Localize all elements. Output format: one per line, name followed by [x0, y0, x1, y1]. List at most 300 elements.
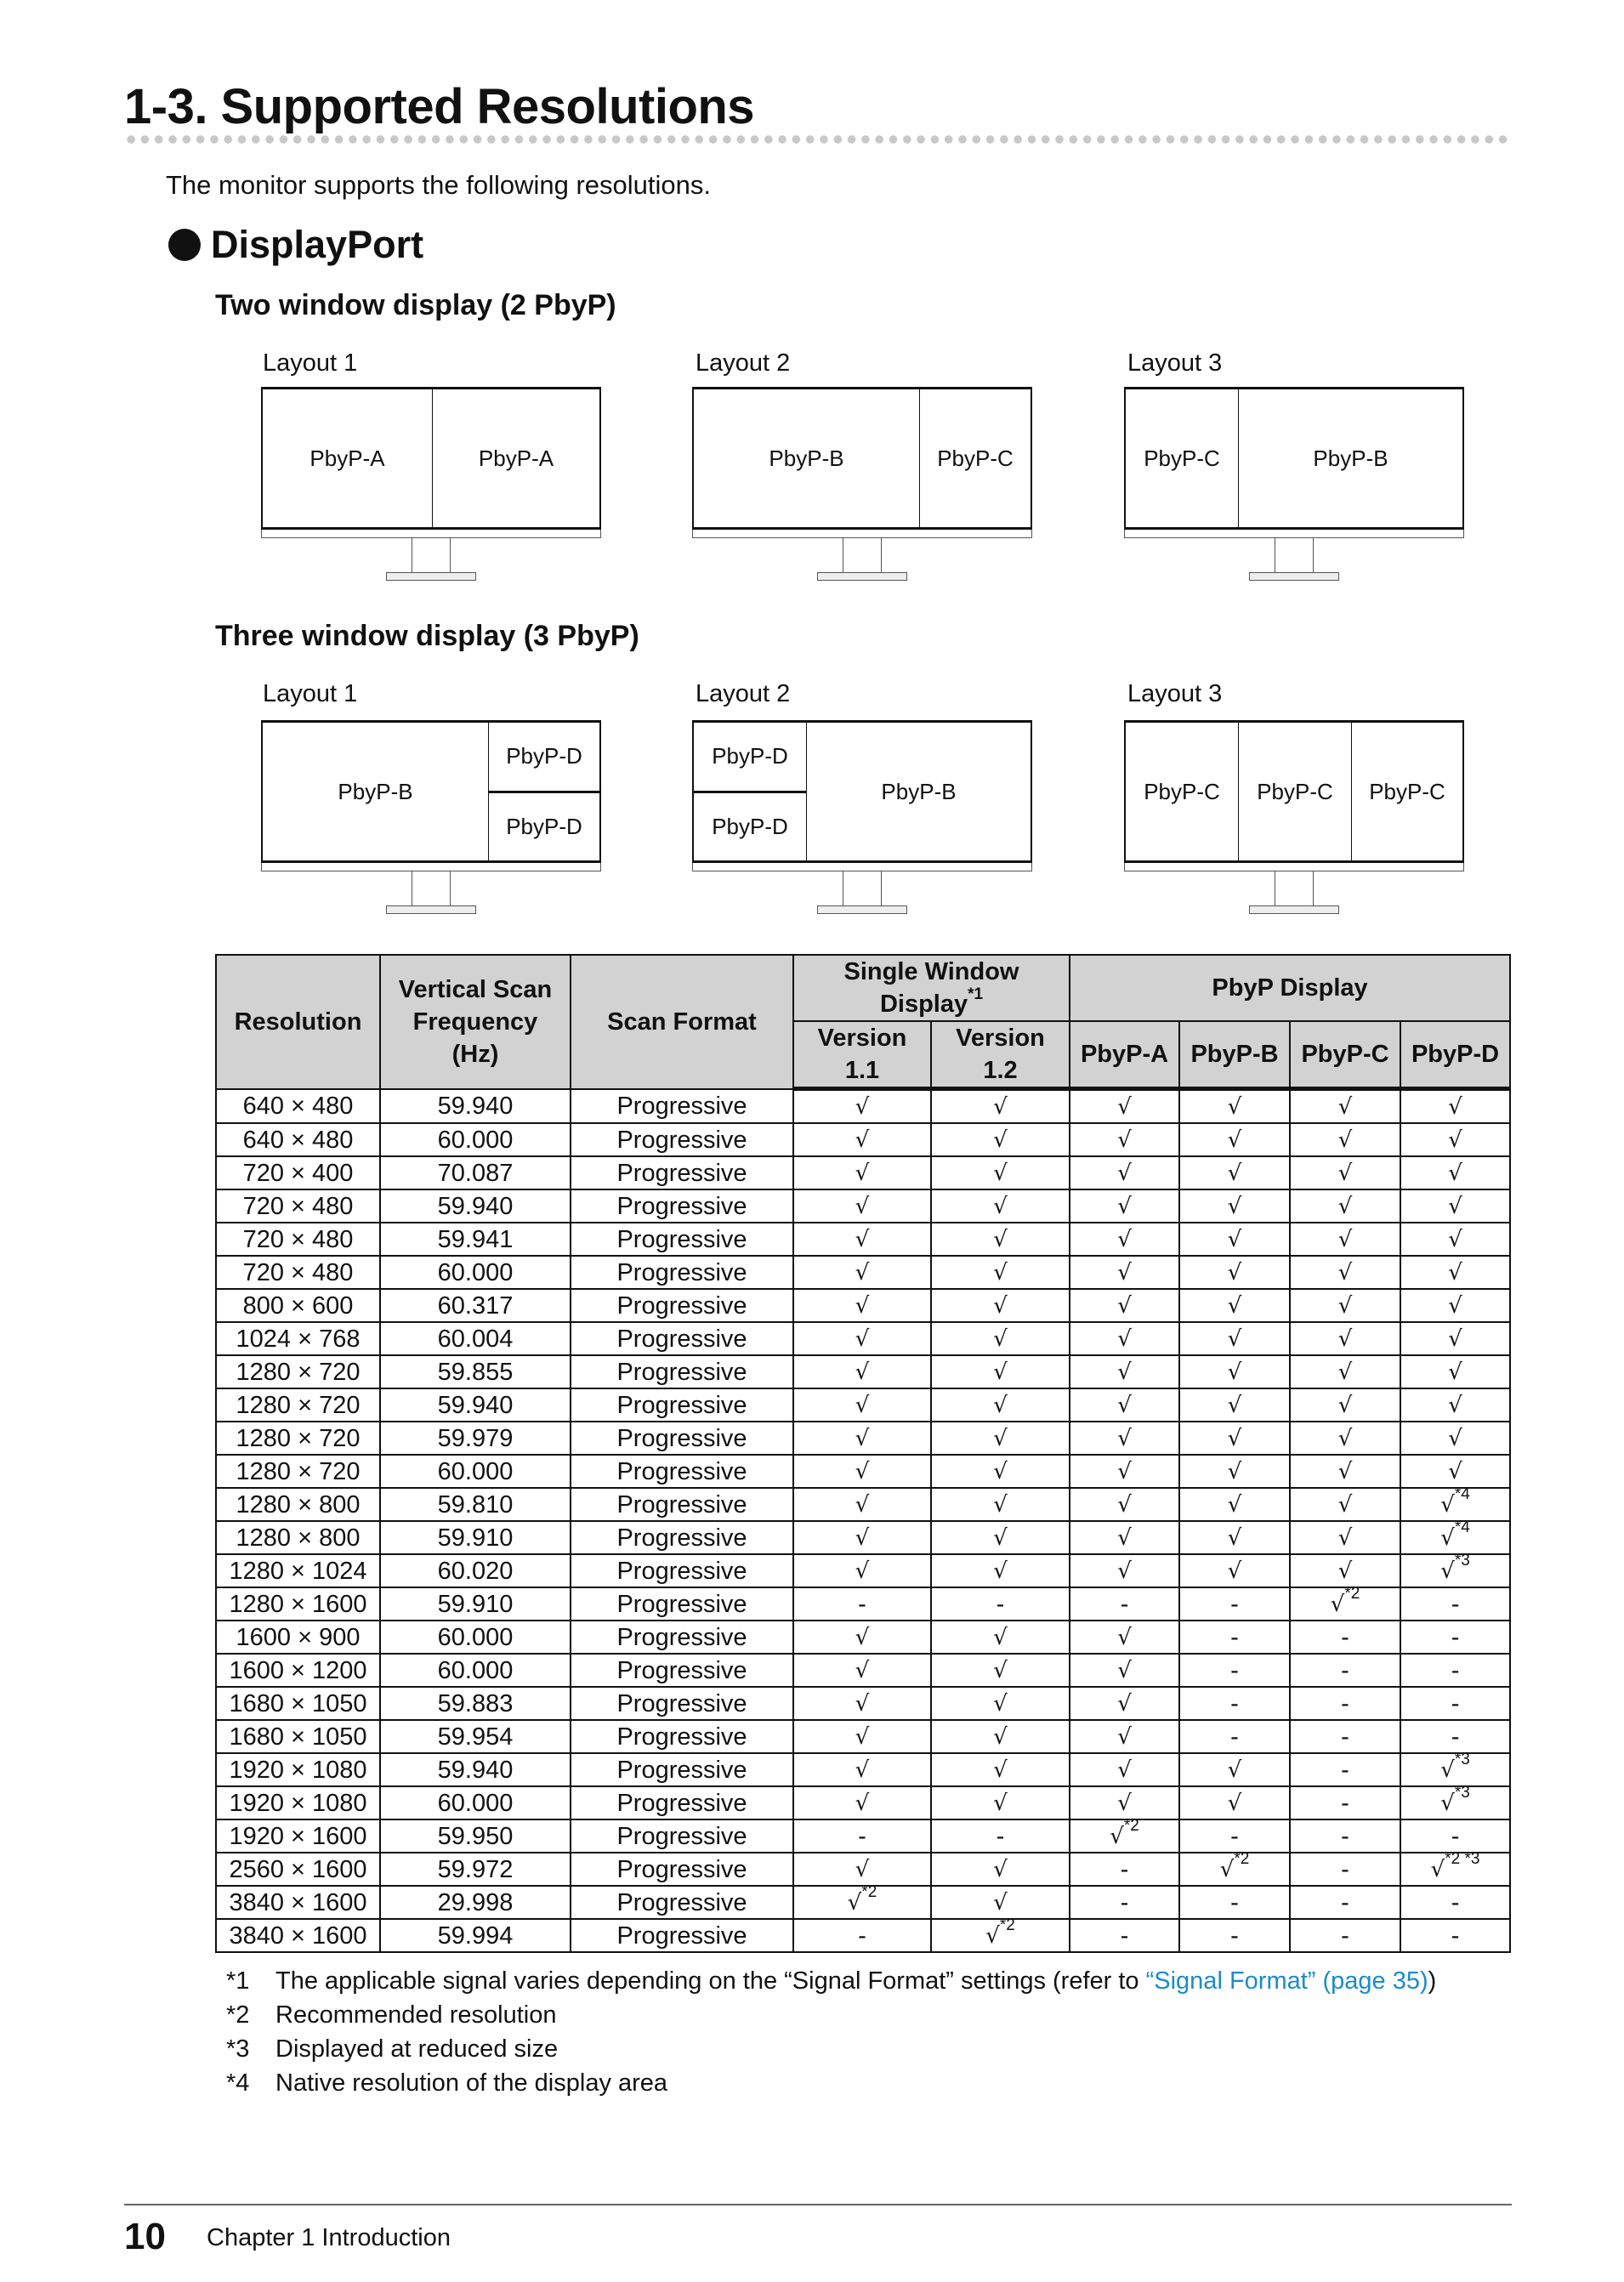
check-icon: √	[1448, 1426, 1462, 1451]
intro-text: The monitor supports the following resolutions.	[166, 170, 711, 200]
table-cell	[1290, 1256, 1400, 1289]
two-window-layout1-label: Layout 1	[263, 349, 358, 377]
section-heading	[168, 223, 423, 267]
check-icon: √	[1227, 1791, 1242, 1816]
check-icon: √	[1117, 1326, 1132, 1352]
two-window-layout3-diagram	[1124, 387, 1464, 581]
check-icon: √	[1117, 1094, 1132, 1120]
check-icon: √	[1227, 1426, 1242, 1451]
table-cell	[793, 1654, 931, 1687]
check-icon: √	[1227, 1326, 1242, 1352]
table-cell	[1070, 1488, 1179, 1521]
check-icon: √	[1227, 1260, 1242, 1286]
col-header-pbyp-a: PbyP-A	[1070, 1021, 1179, 1089]
check-icon: √	[993, 1492, 1008, 1518]
table-row	[216, 1189, 1510, 1223]
table-cell	[793, 1753, 931, 1786]
check-icon: √	[993, 1525, 1008, 1551]
table-cell: Progressive	[571, 1388, 793, 1422]
check-icon: √	[1227, 1360, 1242, 1385]
table-cell	[931, 1256, 1070, 1289]
table-cell: -	[1290, 1819, 1400, 1853]
check-icon: √	[1110, 1824, 1124, 1849]
footnote-3: *3 Displayed at reduced size	[226, 2035, 559, 2063]
check-icon: √	[1440, 1791, 1455, 1816]
table-cell: 1920 × 1080	[216, 1786, 380, 1819]
pane: PbyP-B	[263, 723, 489, 860]
table-cell: -	[1290, 1786, 1400, 1819]
table-cell: 3840 × 1600	[216, 1886, 380, 1919]
table-cell	[931, 1355, 1070, 1388]
check-icon: √	[1227, 1194, 1242, 1219]
table-cell	[1290, 1189, 1400, 1223]
check-icon: √	[993, 1293, 1008, 1319]
pane: PbyP-C	[1369, 778, 1445, 804]
check-icon: √	[993, 1426, 1008, 1451]
table-cell: Progressive	[571, 1621, 793, 1654]
table-cell	[1070, 1223, 1179, 1256]
table-cell: 1920 × 1600	[216, 1819, 380, 1853]
table-cell: 1920 × 1080	[216, 1753, 380, 1786]
table-cell: √$^{*2}$	[1179, 1853, 1290, 1886]
section-title: DisplayPort	[211, 223, 424, 266]
table-cell	[1070, 1322, 1179, 1355]
table-cell: Progressive	[571, 1687, 793, 1720]
table-cell	[931, 1720, 1070, 1753]
table-cell: -	[1179, 1587, 1290, 1621]
table-cell	[1400, 1189, 1510, 1223]
table-cell	[1070, 1156, 1179, 1189]
table-cell: 60.317	[380, 1289, 571, 1322]
table-row	[216, 1355, 1510, 1388]
table-cell: √$^{*4}$	[1400, 1521, 1510, 1554]
table-cell	[931, 1886, 1070, 1919]
table-cell: 1600 × 1200	[216, 1654, 380, 1687]
table-cell: 640 × 480	[216, 1123, 380, 1156]
table-cell	[1290, 1388, 1400, 1422]
table-row	[216, 1654, 1510, 1687]
table-cell: 1280 × 720	[216, 1355, 380, 1388]
footnotes	[226, 1964, 1436, 2100]
table-cell: 800 × 600	[216, 1289, 380, 1322]
table-cell	[793, 1123, 931, 1156]
table-row	[216, 1123, 1510, 1156]
table-cell	[1290, 1488, 1400, 1521]
check-icon: √	[985, 1923, 1000, 1949]
table-cell: 59.940	[380, 1753, 571, 1786]
table-cell	[1179, 1189, 1290, 1223]
page-number: 10	[124, 2216, 166, 2257]
table-cell	[1070, 1422, 1179, 1455]
check-icon: √	[993, 1558, 1008, 1584]
table-cell: Progressive	[571, 1322, 793, 1355]
check-icon: √	[1448, 1127, 1462, 1153]
check-icon: √	[993, 1890, 1008, 1916]
table-cell	[1179, 1786, 1290, 1819]
table-cell: -	[1400, 1654, 1510, 1687]
check-icon: √	[1440, 1525, 1455, 1551]
table-cell: -	[1400, 1587, 1510, 1621]
table-cell	[1400, 1355, 1510, 1388]
table-cell	[1179, 1156, 1290, 1189]
check-icon: √	[855, 1791, 870, 1816]
table-cell	[793, 1355, 931, 1388]
table-cell: -	[1290, 1654, 1400, 1687]
table-cell	[793, 1621, 931, 1654]
table-cell	[793, 1554, 931, 1587]
check-icon: √	[1337, 1293, 1353, 1319]
check-icon: √	[993, 1127, 1008, 1153]
check-icon: √	[1227, 1757, 1242, 1783]
check-icon: √	[1337, 1426, 1353, 1451]
table-cell: -	[931, 1819, 1070, 1853]
table-cell: √$^{*4}$	[1400, 1488, 1510, 1521]
pane: PbyP-B	[1313, 445, 1388, 471]
check-icon: √	[1337, 1558, 1353, 1584]
table-cell	[931, 1388, 1070, 1422]
table-cell: Progressive	[571, 1488, 793, 1521]
three-window-layout3-label: Layout 3	[1127, 680, 1223, 707]
check-icon: √	[1337, 1393, 1353, 1418]
check-icon: √	[1117, 1426, 1132, 1451]
table-cell	[1179, 1455, 1290, 1488]
table-row	[216, 1223, 1510, 1256]
check-icon: √	[1117, 1525, 1132, 1551]
table-cell: -	[1400, 1919, 1510, 1952]
table-cell: -	[1290, 1753, 1400, 1786]
two-window-layout3-label: Layout 3	[1127, 349, 1223, 377]
check-icon: √	[1440, 1757, 1455, 1783]
table-cell: Progressive	[571, 1189, 793, 1223]
col-header-version-1-1: Version 1.1	[793, 1021, 931, 1089]
table-cell: 59.979	[380, 1422, 571, 1455]
check-icon: √	[1117, 1691, 1132, 1717]
check-icon: √	[1448, 1459, 1462, 1484]
check-icon: √	[1448, 1360, 1462, 1385]
table-row	[216, 1687, 1510, 1720]
table-cell: Progressive	[571, 1720, 793, 1753]
three-window-layout2-label: Layout 2	[696, 680, 791, 707]
check-icon: √	[855, 1459, 870, 1484]
table-cell: 59.940	[380, 1388, 571, 1422]
table-cell: -	[1290, 1687, 1400, 1720]
table-cell	[1290, 1156, 1400, 1189]
table-cell	[793, 1488, 931, 1521]
check-icon: √	[993, 1194, 1008, 1219]
table-cell: -	[1400, 1720, 1510, 1753]
table-cell: 1600 × 900	[216, 1621, 380, 1654]
col-header-version-1-2: Version 1.2	[931, 1021, 1070, 1089]
check-icon: √	[855, 1161, 870, 1186]
check-icon: √	[993, 1360, 1008, 1385]
check-icon: √	[1117, 1227, 1132, 1252]
table-cell	[1070, 1786, 1179, 1819]
table-cell: √$^{*2}$	[793, 1886, 931, 1919]
table-cell: Progressive	[571, 1654, 793, 1687]
table-cell	[1179, 1289, 1290, 1322]
check-icon: √	[1117, 1558, 1132, 1584]
check-icon: √	[1227, 1161, 1242, 1186]
table-row	[216, 1156, 1510, 1189]
table-cell	[1400, 1455, 1510, 1488]
table-cell: 59.950	[380, 1819, 571, 1853]
table-cell	[1290, 1521, 1400, 1554]
table-cell	[931, 1786, 1070, 1819]
table-cell	[1179, 1123, 1290, 1156]
check-icon: √	[1117, 1393, 1132, 1418]
check-icon: √	[1117, 1161, 1132, 1186]
check-icon: √	[855, 1658, 870, 1683]
table-cell	[1070, 1687, 1179, 1720]
table-cell: -	[1400, 1621, 1510, 1654]
check-icon: √	[1337, 1161, 1353, 1186]
check-icon: √	[855, 1194, 870, 1219]
table-cell	[1070, 1355, 1179, 1388]
table-cell: -	[1179, 1654, 1290, 1687]
table-cell	[1070, 1123, 1179, 1156]
check-icon: √	[1337, 1127, 1353, 1153]
table-cell	[1400, 1256, 1510, 1289]
table-cell: 720 × 480	[216, 1223, 380, 1256]
table-cell: 720 × 400	[216, 1156, 380, 1189]
check-icon: √	[855, 1393, 870, 1418]
signal-format-link[interactable]: “Signal Format” (page 35)	[1145, 1967, 1428, 1995]
table-cell	[793, 1853, 931, 1886]
table-cell: √$^{*3}$	[1400, 1753, 1510, 1786]
table-cell: 59.972	[380, 1853, 571, 1886]
table-cell	[1290, 1554, 1400, 1587]
table-row	[216, 1919, 1510, 1952]
pane: PbyP-D	[694, 723, 806, 793]
table-cell: 1680 × 1050	[216, 1687, 380, 1720]
table-cell: 29.998	[380, 1886, 571, 1919]
check-icon: √	[993, 1094, 1008, 1120]
table-cell: √$^{*2}$	[1290, 1587, 1400, 1621]
resolution-table	[215, 954, 1511, 1953]
check-icon: √	[1227, 1525, 1242, 1551]
check-icon: √	[1227, 1293, 1242, 1319]
check-icon: √	[1117, 1791, 1132, 1816]
three-window-layout1-label: Layout 1	[263, 680, 358, 707]
table-cell: Progressive	[571, 1819, 793, 1853]
col-header-vscan: Vertical Scan Frequency (Hz)	[380, 955, 571, 1089]
check-icon: √	[1117, 1459, 1132, 1484]
table-cell: -	[1070, 1853, 1179, 1886]
table-cell	[1290, 1355, 1400, 1388]
table-cell: Progressive	[571, 1223, 793, 1256]
check-icon: √	[1337, 1227, 1353, 1252]
table-row	[216, 1455, 1510, 1488]
table-cell	[793, 1388, 931, 1422]
check-icon: √	[993, 1459, 1008, 1484]
table-cell: 59.941	[380, 1223, 571, 1256]
table-row	[216, 1089, 1510, 1124]
table-cell: 59.994	[380, 1919, 571, 1952]
two-window-layout2-diagram	[692, 387, 1032, 581]
check-icon: √	[1337, 1360, 1353, 1385]
two-window-layout2-label: Layout 2	[696, 349, 791, 377]
check-icon: √	[855, 1260, 870, 1286]
table-row	[216, 1388, 1510, 1422]
table-cell: -	[1179, 1687, 1290, 1720]
pane: PbyP-C	[1239, 723, 1352, 860]
table-cell: √$^{*2 *3}$	[1400, 1853, 1510, 1886]
check-icon: √	[1219, 1857, 1235, 1882]
table-cell: 1280 × 800	[216, 1488, 380, 1521]
three-window-layout3-diagram	[1124, 720, 1464, 914]
table-cell	[1070, 1720, 1179, 1753]
table-cell	[1070, 1289, 1179, 1322]
pane: PbyP-B	[881, 778, 957, 804]
check-icon: √	[993, 1757, 1008, 1783]
check-icon: √	[1337, 1094, 1353, 1120]
table-row	[216, 1886, 1510, 1919]
table-cell: Progressive	[571, 1289, 793, 1322]
table-cell: 59.910	[380, 1521, 571, 1554]
table-cell	[931, 1123, 1070, 1156]
check-icon: √	[1440, 1558, 1455, 1584]
check-icon: √	[855, 1724, 870, 1750]
check-icon: √	[855, 1127, 870, 1153]
table-cell	[1400, 1422, 1510, 1455]
table-cell: -	[1179, 1621, 1290, 1654]
check-icon: √	[1330, 1592, 1345, 1617]
table-cell: -	[1070, 1587, 1179, 1621]
table-cell	[1179, 1388, 1290, 1422]
check-icon: √	[1117, 1293, 1132, 1319]
table-cell	[1290, 1223, 1400, 1256]
table-cell: -	[1290, 1720, 1400, 1753]
table-cell: Progressive	[571, 1919, 793, 1952]
table-cell: 1280 × 720	[216, 1422, 380, 1455]
check-icon: √	[1117, 1492, 1132, 1518]
table-cell	[1400, 1123, 1510, 1156]
table-row	[216, 1786, 1510, 1819]
check-icon: √	[855, 1426, 870, 1451]
table-cell: -	[1290, 1919, 1400, 1952]
table-cell	[1179, 1488, 1290, 1521]
table-cell: Progressive	[571, 1156, 793, 1189]
check-icon: √	[1430, 1857, 1445, 1882]
two-window-heading: Two window display (2 PbyP)	[215, 289, 616, 321]
check-icon: √	[993, 1691, 1008, 1717]
check-icon: √	[1448, 1194, 1462, 1219]
check-icon: √	[855, 1625, 870, 1650]
table-cell	[1179, 1322, 1290, 1355]
check-icon: √	[993, 1393, 1008, 1418]
check-icon: √	[993, 1625, 1008, 1650]
table-cell: 59.910	[380, 1587, 571, 1621]
table-cell: 59.810	[380, 1488, 571, 1521]
table-cell: 59.954	[380, 1720, 571, 1753]
table-cell: 1280 × 1024	[216, 1554, 380, 1587]
table-cell	[793, 1256, 931, 1289]
table-cell	[1070, 1089, 1179, 1124]
pane: PbyP-D	[506, 813, 582, 839]
table-cell: Progressive	[571, 1256, 793, 1289]
table-cell	[931, 1089, 1070, 1124]
table-row	[216, 1587, 1510, 1621]
table-cell	[1070, 1455, 1179, 1488]
check-icon: √	[993, 1791, 1008, 1816]
check-icon: √	[855, 1360, 870, 1385]
table-cell: Progressive	[571, 1853, 793, 1886]
table-cell	[1400, 1223, 1510, 1256]
table-cell: -	[931, 1587, 1070, 1621]
col-header-pbyp-b: PbyP-B	[1179, 1021, 1290, 1089]
check-icon: √	[993, 1724, 1008, 1750]
table-cell	[931, 1322, 1070, 1355]
table-row	[216, 1720, 1510, 1753]
check-icon: √	[1448, 1161, 1462, 1186]
table-row	[216, 1256, 1510, 1289]
check-icon: √	[1227, 1227, 1242, 1252]
table-cell: -	[793, 1819, 931, 1853]
three-window-layout2-diagram	[692, 720, 1032, 914]
table-cell	[1179, 1554, 1290, 1587]
check-icon: √	[1448, 1393, 1462, 1418]
table-cell: Progressive	[571, 1089, 793, 1124]
col-header-pbyp-c: PbyP-C	[1290, 1021, 1400, 1089]
check-icon: √	[1227, 1459, 1242, 1484]
table-cell	[1070, 1621, 1179, 1654]
resolution-table-body	[216, 1089, 1510, 1953]
table-row	[216, 1322, 1510, 1355]
table-cell	[1179, 1355, 1290, 1388]
table-cell	[1070, 1753, 1179, 1786]
two-window-layout1-diagram	[261, 387, 601, 581]
table-cell: 1024 × 768	[216, 1322, 380, 1355]
check-icon: √	[1337, 1326, 1353, 1352]
table-cell: 60.000	[380, 1621, 571, 1654]
table-cell: 59.855	[380, 1355, 571, 1388]
pane: PbyP-C	[937, 445, 1014, 471]
table-cell	[793, 1720, 931, 1753]
table-cell: √$^{*3}$	[1400, 1554, 1510, 1587]
col-header-single-window: Single Window Display$^{*1}$	[793, 955, 1070, 1021]
table-cell: -	[793, 1587, 931, 1621]
check-icon: √	[855, 1757, 870, 1783]
table-cell	[931, 1621, 1070, 1654]
col-header-scan-format: Scan Format	[571, 955, 793, 1089]
col-header-pbyp-display: PbyP Display	[1070, 955, 1510, 1021]
table-cell: 3840 × 1600	[216, 1919, 380, 1952]
table-cell: 640 × 480	[216, 1089, 380, 1124]
three-window-layout1-diagram	[261, 720, 601, 914]
check-icon: √	[993, 1227, 1008, 1252]
table-cell: -	[1070, 1886, 1179, 1919]
table-cell	[931, 1189, 1070, 1223]
table-cell	[1070, 1521, 1179, 1554]
table-cell: 70.087	[380, 1156, 571, 1189]
title-dotted-divider	[124, 134, 1512, 145]
table-cell	[793, 1289, 931, 1322]
check-icon: √	[1337, 1459, 1353, 1484]
table-cell	[793, 1422, 931, 1455]
check-icon: √	[993, 1161, 1008, 1186]
pane: PbyP-D	[712, 813, 788, 839]
check-icon: √	[993, 1658, 1008, 1683]
table-cell	[931, 1455, 1070, 1488]
table-cell: 1280 × 720	[216, 1388, 380, 1422]
pane: PbyP-A	[263, 389, 433, 527]
check-icon: √	[1227, 1393, 1242, 1418]
table-cell: 59.940	[380, 1189, 571, 1223]
check-icon: √	[1227, 1558, 1242, 1584]
check-icon: √	[1117, 1360, 1132, 1385]
footnote-1: *1 The applicable signal varies depending on the “Signal Format” settings (refer to “Signal Format” (page 35))	[226, 1967, 1437, 1995]
check-icon: √	[1117, 1260, 1132, 1286]
